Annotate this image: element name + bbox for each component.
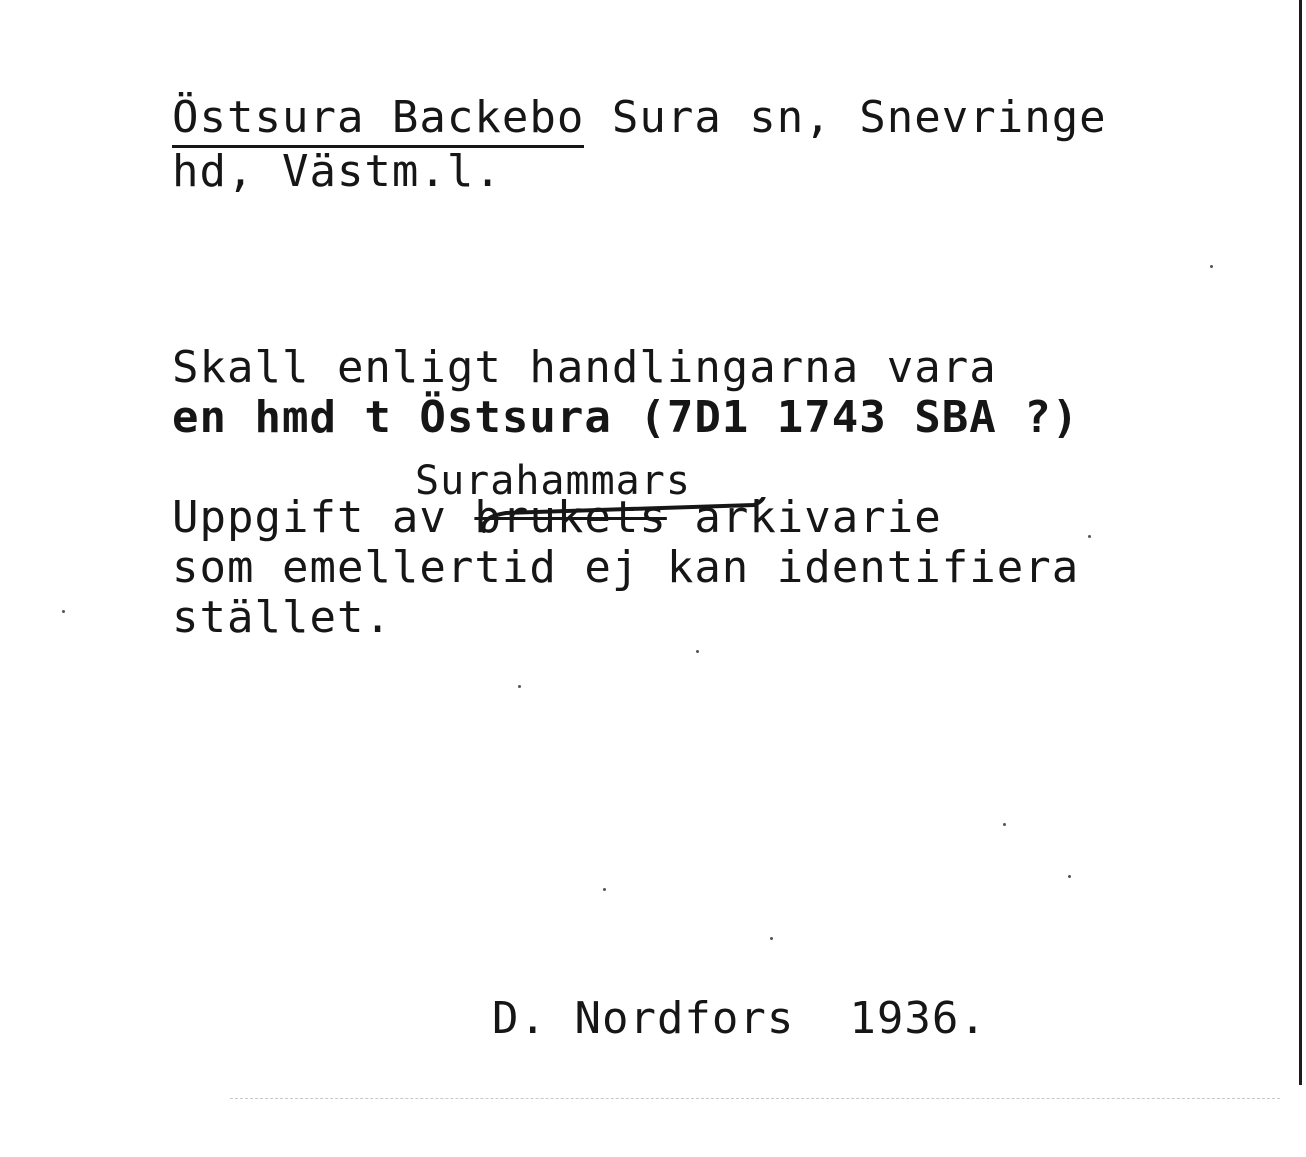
struck-word: brukets [474, 492, 667, 543]
note-line-1: Skall enligt handlingarna vara [172, 342, 997, 393]
paper-speck [1068, 875, 1071, 878]
card-right-edge [1299, 0, 1302, 1085]
note-line-2: en hmd t Östsura (7D1 1743 SBA ?) [172, 392, 1080, 443]
paper-speck [696, 650, 699, 653]
source-line-1 [172, 492, 942, 544]
source-prefix: Uppgift av [172, 492, 475, 543]
paper-speck [1210, 265, 1213, 268]
location-text: Sura sn, Snevringe [584, 92, 1107, 143]
source-line-2: som emellertid ej kan identifiera [172, 542, 1080, 593]
paper-speck [603, 888, 606, 891]
paper-speck [770, 937, 773, 940]
paper-speck [1003, 823, 1006, 826]
paper-speck [62, 610, 65, 613]
author-name: D. Nordfors [492, 993, 795, 1044]
inserted-word: Surahammars [415, 458, 691, 504]
source-suffix: arkivarie [666, 492, 942, 543]
heading-line-2: hd, Västm.l. [172, 146, 502, 197]
heading-line-1 [172, 92, 1107, 144]
signature-year: 1936. [849, 993, 987, 1044]
place-name: Östsura Backebo [172, 92, 584, 148]
source-line-3: stället. [172, 592, 392, 643]
paper-speck [1088, 535, 1091, 538]
card-bottom-edge [230, 1098, 1280, 1099]
signature [492, 993, 987, 1045]
paper-speck [518, 685, 521, 688]
